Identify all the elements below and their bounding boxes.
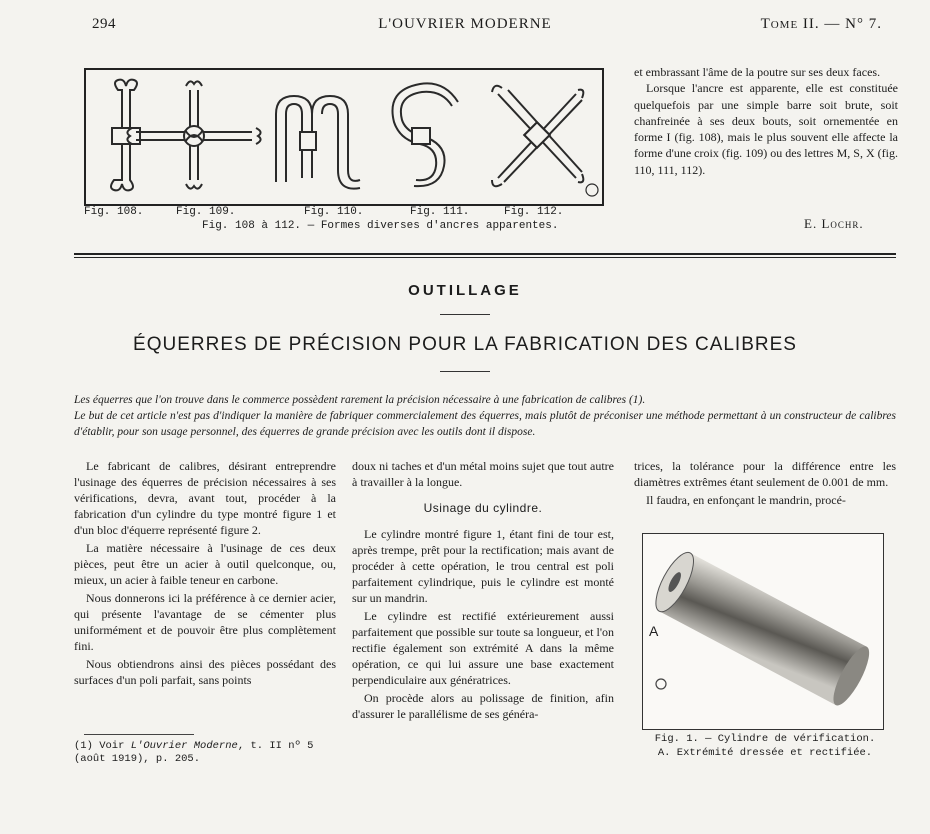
divider [440,314,490,315]
author-signature: E. Lochr. [804,216,864,231]
paragraph: La matière nécessaire à l'usinage de ces deux pièces, peut être un acier à outil quelconque, ou, mieux, un acier à faible teneur en carbone. [74,541,336,587]
figure-1-caption [634,732,896,760]
caption-line: A. Extrémité dressée et rectifiée. [657,747,873,759]
subheading: Usinage du cylindre. [423,501,543,515]
anchor-i-shape [111,80,140,191]
cylinder-illustration [643,534,883,729]
paragraph: Nous donnerons ici la préférence à ce dernier acier, qui présente l'avantage de se cémenter plus uniformément et de pouvoir être plus complètement fini. [74,591,336,653]
column-3 [634,458,896,510]
figures-caption: Fig. 108 à 112. — Formes diverses d'ancres apparentes. [202,220,559,232]
publisher-mark-icon [586,184,598,196]
fig-110-label: Fig. 110. [304,206,364,218]
footnote-details: , t. II nº 5 (août 1919), p. 205. [74,740,314,765]
paragraph: Le cylindre montré figure 1, étant fini de tour est, après trempe, prêt pour la rectification; mais avant de procéder à cette opération, le trou central est poli parfaitement cylindrique, puis le cylindre est monté sur un mandrin. [352,527,614,605]
article-intro [74,392,896,440]
column-2 [352,458,614,724]
divider [74,253,896,255]
paragraph: trices, la tolérance pour la différence entre les diamètres extrêmes étant seulement de 0.001 de mm. [634,459,896,489]
previous-article-end [634,64,898,178]
figure-1-photo [642,533,884,730]
fig-112-label: Fig. 112. [504,206,564,218]
anchor-figures-panel [84,68,604,206]
divider [440,371,490,372]
anchor-cross-shape [127,81,260,188]
paragraph: Le fabricant de calibres, désirant entreprendre l'usinage des équerres de précision nécessaires à ses vérifications, devra, avant tout, procéder à la fabrication d'un cylindre du type montré figure 1 et d'un bloc d'équerre représenté figure 2. [74,459,336,537]
anchor-shapes-illustration [86,70,602,204]
tome-number: Tome II. — N° 7. [760,16,882,32]
paragraph: Le but de cet article n'est pas d'indiquer la manière de fabriquer commercialement des équerres, mais plutôt de préconiser une méthode permettant à un constructeur de calibres d'établir, pour son usage personnel, des équerres de grande précision avec les outils dont il dispose. [74,410,896,438]
article-title: ÉQUERRES DE PRÉCISION POUR LA FABRICATION DES CALIBRES [133,334,797,355]
anchor-s-shape [392,83,458,186]
caption-line: Fig. 1. — Cylindre de vérification. [654,733,876,745]
publisher-mark-icon [656,679,666,689]
footnote-rule [84,734,194,735]
journal-title: L'OUVRIER MODERNE [378,16,552,32]
fig-109-label: Fig. 109. [176,206,236,218]
divider [74,257,896,258]
section-title: OUTILLAGE [408,282,522,299]
paragraph: Les équerres que l'on trouve dans le commerce possèdent rarement la précision nécessaire à une fabrication de calibres (1). [74,394,646,406]
fig-111-label: Fig. 111. [410,206,470,218]
footnote-journal: L'Ouvrier Moderne [130,740,238,752]
figure-label-a: A [649,623,659,639]
anchor-x-shape [492,86,583,187]
paragraph: Nous obtiendrons ainsi des pièces possédant des surfaces d'un poli parfait, sans points [74,657,336,687]
paragraph: doux ni taches et d'un métal moins sujet que tout autre à travailler à la longue. [352,459,614,489]
fig-108-label: Fig. 108. [84,206,144,218]
paragraph: Lorsque l'ancre est apparente, elle est constituée quelquefois par une simple barre soit brute, soit chanfreinée à ses deux bouts, soit ornementée en forme I (fig. 108), mais le plus souvent elle affecte la forme d'une croix (fig. 109) ou des lettres M, S, X (fig. 110, 111, 112). [634,81,898,177]
paragraph: et embrassant l'âme de la poutre sur ses deux faces. [634,65,881,79]
page-number: 294 [92,16,116,32]
paragraph: On procède alors au polissage de finition, afin d'assurer le parallélisme de ses généra- [352,691,614,721]
footnote-ref: (1) Voir [74,740,131,752]
paragraph: Il faudra, en enfonçant le mandrin, procé- [646,493,846,507]
anchor-m-shape [276,96,360,189]
paragraph: Le cylindre est rectifié extérieurement aussi parfaitement que possible sur toute sa longueur, et l'on rectifie également son extrémité A dans la même opération, ce qui lui assure une base exactement perpendiculaire aux génératrices. [352,609,614,687]
column-1 [74,458,336,690]
footnote [74,740,336,766]
